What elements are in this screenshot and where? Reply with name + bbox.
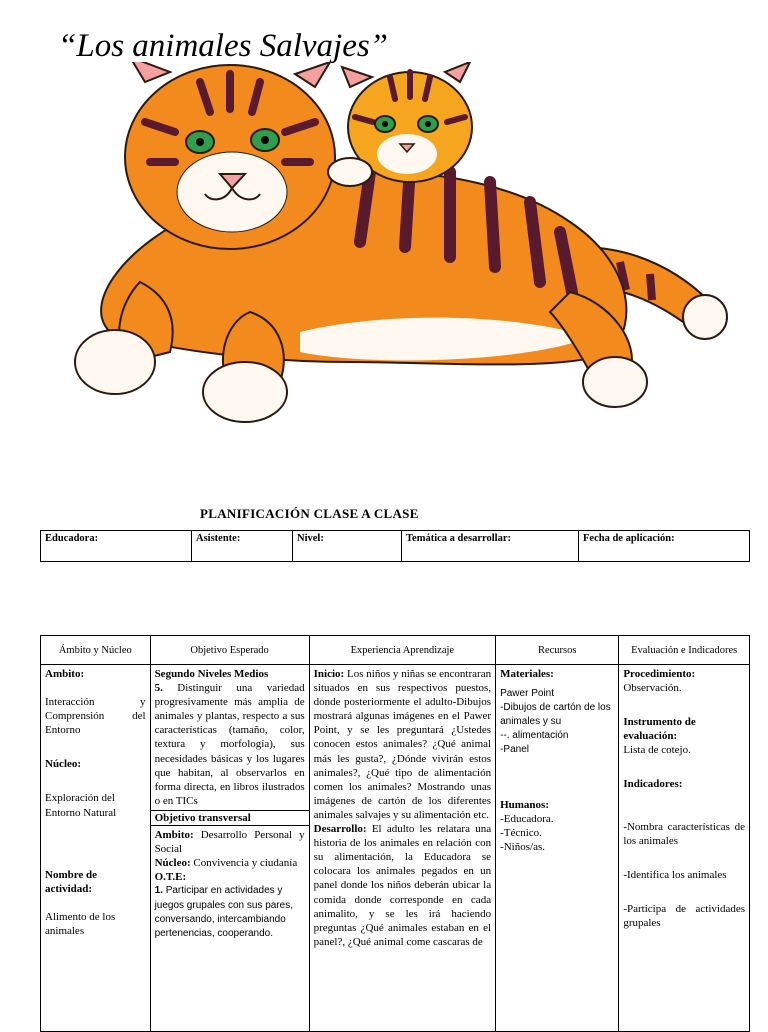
objetivo-descripcion: Distinguir una variedad progresivamente más amplia de animales y plantas, respecto a sus características (tamaño, color, textura y morfología), sus necesidades básicas y los lugares que habitan, al observarlos en forma directa, en libros ilustrados o en TICs (154, 682, 305, 807)
tematica-cell: Temática a desarrollar: (402, 531, 579, 562)
materiales-item: -Panel (500, 744, 529, 756)
ote-text: Participar en actividades y juegos grupales con sus pares, conversando, intercambiando pertenencias, cooperando. (154, 885, 293, 939)
t-ambito-label: Ambito: (154, 829, 194, 842)
indicadores-label: Indicadores: (623, 778, 683, 791)
objetivo-texto (155, 681, 305, 808)
materiales-item: Pawer Point (500, 688, 554, 700)
experiencia-cell (309, 665, 495, 1032)
instrumento-label: Instrumento de evaluación: (623, 716, 696, 743)
objetivo-cell (150, 665, 309, 1032)
humanos-item: -Educadora. (500, 812, 554, 825)
tiger-illustration (50, 62, 730, 442)
ote-label: O.T.E: (154, 871, 187, 884)
ambito-value: Interacción y Comprensión del Entorno (45, 696, 146, 737)
humanos-label: Humanos: (500, 798, 549, 811)
objetivo-num: 5. (154, 682, 163, 695)
fecha-cell: Fecha de aplicación: (579, 531, 750, 562)
ote-num: 1. (154, 885, 163, 897)
recursos-cell (496, 665, 619, 1032)
info-table (40, 530, 750, 562)
plan-title: PLANIFICACIÓN CLASE A CLASE (200, 506, 419, 521)
nucleo-label: Núcleo: (45, 758, 82, 771)
col-header-evaluacion: Evaluación e Indicadores (619, 636, 750, 665)
transversal-box (151, 810, 309, 826)
planning-table (40, 635, 750, 1032)
col-header-recursos: Recursos (496, 636, 619, 665)
col-header-ambito: Ámbito y Núcleo (41, 636, 151, 665)
t-nucleo-value: Convivencia y ciudanía (193, 857, 298, 870)
procedimiento-label: Procedimiento: (623, 668, 696, 680)
materiales-item: -Dibujos de cartón de los animales y su (500, 702, 611, 728)
nivel-cell: Nivel: (293, 531, 402, 562)
page-title: “Los animales Salvajes” (58, 28, 389, 64)
indicador-item: -Nombra características de los animales (623, 820, 745, 847)
indicador-item: -Identifica los animales (623, 868, 727, 881)
t-nucleo-label: Núcleo: (154, 857, 191, 870)
materiales-label: Materiales: (500, 668, 554, 680)
desarrollo-text: El adulto les relatara una historia de los animales en relación con su alimentación, la Educadora se colocara los animales pegados en un panel donde los niños deberán ubicar la comida donde corresponde en cada animalito, y se les irá haciendo preguntas ¿Qué animales estaban en el panel?, ¿Qué animal come cascaras de (313, 823, 492, 948)
evaluacion-cell (619, 665, 750, 1032)
instrumento-value: Lista de cotejo. (623, 744, 691, 757)
actividad-value: Alimento de los animales (45, 910, 116, 937)
educadora-cell: Educadora: (41, 531, 192, 562)
col-header-objetivo: Objetivo Esperado (150, 636, 309, 665)
t-ambito-value: Desarrollo Personal y Social (154, 829, 305, 856)
asistente-cell: Asistente: (192, 531, 293, 562)
objetivo-nivel: Segundo Niveles Medios (154, 668, 269, 680)
materiales-item: --. alimentación (500, 730, 569, 742)
col-header-experiencia: Experiencia Aprendizaje (309, 636, 495, 665)
desarrollo-label: Desarrollo: (313, 823, 367, 836)
humanos-item: -Técnico. (500, 826, 542, 839)
inicio-label: Inicio: (313, 668, 345, 680)
procedimiento-value: Observación. (623, 682, 682, 695)
humanos-item: -Niños/as. (500, 840, 545, 853)
ambito-label: Ambito: (45, 668, 85, 680)
actividad-label: Nombre de actividad: (45, 868, 98, 895)
indicador-item: -Participa de actividades grupales (623, 902, 745, 929)
inicio-text: Los niños y niñas se encontraran situados en sus respectivos puestos, donde posteriormente el adulto-Dibujos mostrará algunas imágenes en el Pawer Point, y se les preguntará ¿Ustedes conocen estos animales? ¿Qué animal más les gusta?, ¿Dónde vivirán estos animales?, ¿Qué tipo de alimentación comen los animales? Mostrando unas imágenes de cartón de los diferentes animales salvajes y su alimentación etc. (313, 668, 492, 821)
nucleo-value: Exploración del Entorno Natural (45, 792, 117, 819)
transversal-title: Objetivo transversal (154, 811, 251, 824)
ambito-cell (41, 665, 151, 1032)
